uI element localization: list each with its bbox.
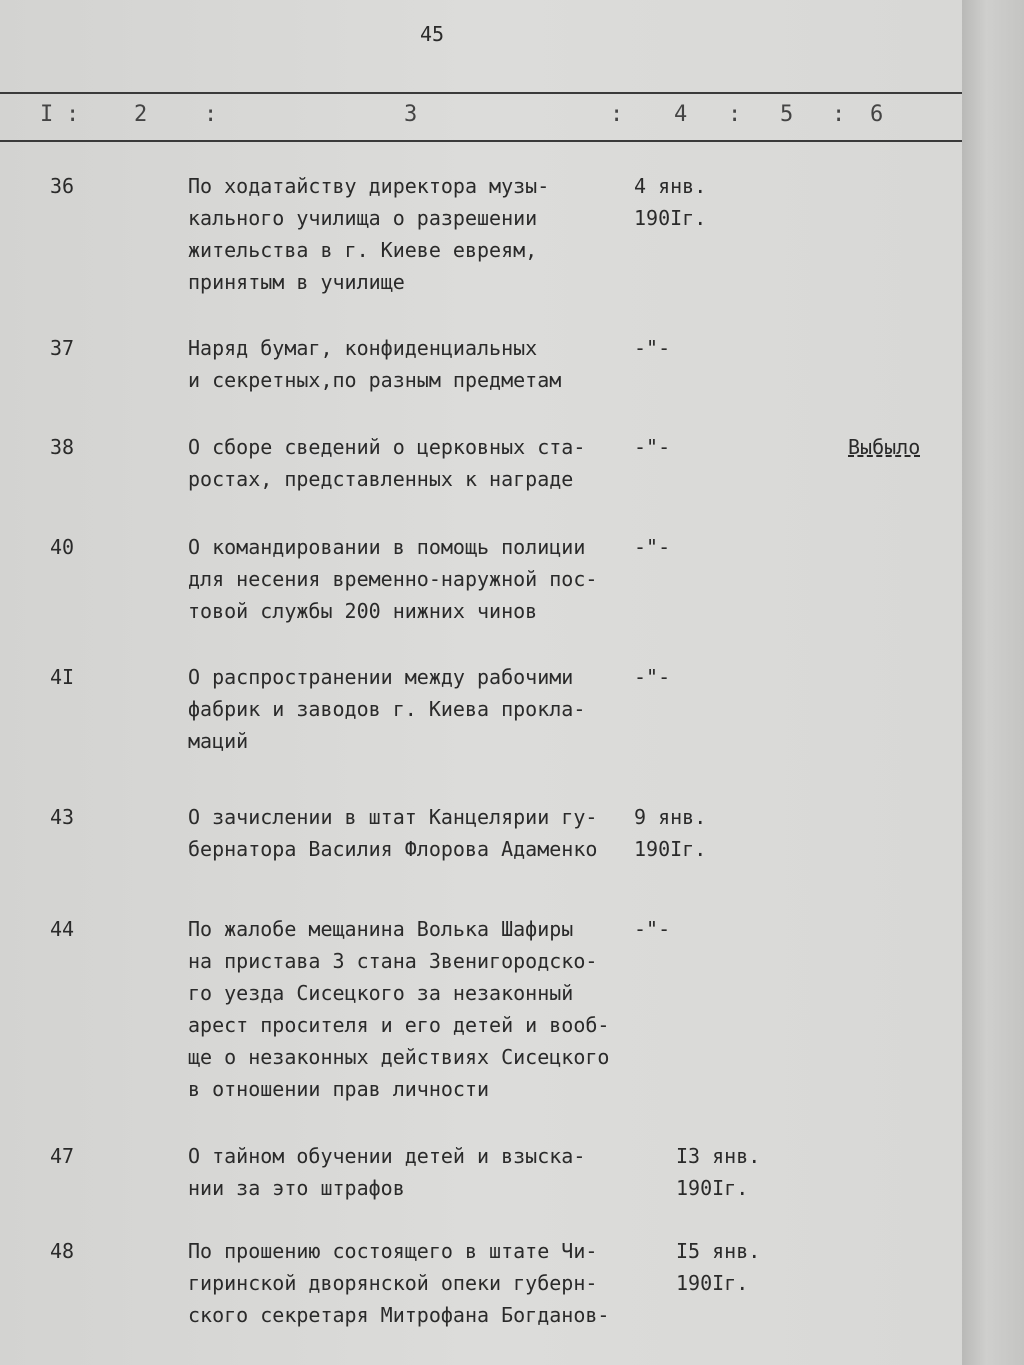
col-header-5: 5 — [780, 102, 794, 127]
entry-number: 36 — [50, 174, 75, 198]
date-line: I5 янв. — [676, 1239, 761, 1263]
date-line: I3 янв. — [676, 1144, 761, 1168]
col-sep: : — [728, 102, 742, 127]
col-header-4: 4 — [674, 102, 688, 127]
entry-number: 38 — [50, 435, 75, 459]
description-line: О распространении между рабочими — [188, 665, 574, 689]
entry-number: 4I — [50, 665, 75, 689]
description-line: гиринской дворянской опеки губерн- — [188, 1271, 598, 1295]
entry-number: 37 — [50, 336, 75, 360]
col-sep: : — [204, 102, 218, 127]
entry-note: Выбыло — [848, 435, 921, 459]
entry-description — [188, 801, 597, 865]
description-line: и секретных,по разным предметам — [188, 368, 562, 392]
col-header-1: I — [40, 102, 54, 127]
entry-description — [188, 332, 561, 396]
description-line: нии за это штрафов — [188, 1176, 405, 1200]
entry-description — [188, 1140, 585, 1204]
description-line: принятым в училище — [188, 270, 405, 294]
date-line: -"- — [634, 435, 671, 459]
description-line: бернатора Василия Флорова Адаменко — [188, 837, 598, 861]
col-sep: : — [66, 102, 80, 127]
header-rule-top — [0, 92, 962, 94]
date-line: -"- — [634, 665, 671, 689]
header-rule-bottom — [0, 140, 962, 142]
date-line: -"- — [634, 535, 671, 559]
entry-date — [634, 661, 670, 693]
entry-description — [188, 170, 549, 298]
col-header-6: 6 — [870, 102, 884, 127]
description-line: Наряд бумаг, конфиденциальных — [188, 336, 538, 360]
entry-date — [634, 531, 670, 563]
description-line: О сборе сведений о церковных ста- — [188, 435, 586, 459]
description-line: О тайном обучении детей и взыска- — [188, 1144, 586, 1168]
entry-date — [634, 801, 706, 865]
description-line: фабрик и заводов г. Киева прокла- — [188, 697, 586, 721]
page-number: 45 — [420, 22, 445, 46]
entry-date — [676, 1140, 760, 1204]
description-line: О зачислении в штат Канцелярии гу- — [188, 805, 598, 829]
entry-description — [188, 1235, 609, 1331]
date-line: 190Iг. — [634, 206, 707, 230]
col-sep: : — [832, 102, 846, 127]
page-edge — [962, 0, 1024, 1365]
entry-number: 48 — [50, 1239, 75, 1263]
date-line: 190Iг. — [634, 837, 707, 861]
date-line: -"- — [634, 917, 671, 941]
description-line: маций — [188, 729, 249, 753]
description-line: на пристава 3 стана Звенигородско- — [188, 949, 598, 973]
entry-date — [634, 170, 706, 234]
date-line: 9 янв. — [634, 805, 707, 829]
description-line: ростах, представленных к награде — [188, 467, 574, 491]
date-line: 4 янв. — [634, 174, 707, 198]
entry-date — [634, 913, 670, 945]
entry-number: 47 — [50, 1144, 75, 1168]
entry-description — [188, 431, 585, 495]
description-line: в отношении прав личности — [188, 1077, 490, 1101]
entry-number: 40 — [50, 535, 75, 559]
description-line: го уезда Сисецкого за незаконный — [188, 981, 574, 1005]
entry-description — [188, 913, 609, 1105]
description-line: ского секретаря Митрофана Богданов- — [188, 1303, 610, 1327]
description-line: для несения временно-наружной пос- — [188, 567, 598, 591]
entry-date — [634, 431, 670, 463]
entry-description — [188, 531, 597, 627]
col-header-3: 3 — [404, 102, 418, 127]
entry-number: 43 — [50, 805, 75, 829]
col-sep: : — [610, 102, 624, 127]
description-line: кального училища о разрешении — [188, 206, 538, 230]
description-line: товой службы 200 нижних чинов — [188, 599, 538, 623]
description-line: По жалобе мещанина Волька Шафиры — [188, 917, 574, 941]
description-line: арест просителя и его детей и вооб- — [188, 1013, 610, 1037]
description-line: жительства в г. Киеве евреям, — [188, 238, 538, 262]
description-line: По прошению состоящего в штате Чи- — [188, 1239, 598, 1263]
description-line: О командировании в помощь полиции — [188, 535, 586, 559]
entry-date — [634, 332, 670, 364]
entry-date — [676, 1235, 760, 1299]
description-line: ще о незаконных действиях Сисецкого — [188, 1045, 610, 1069]
entry-description — [188, 661, 585, 757]
col-header-2: 2 — [134, 102, 148, 127]
date-line: -"- — [634, 336, 671, 360]
date-line: 190Iг. — [676, 1271, 749, 1295]
entry-number: 44 — [50, 917, 75, 941]
date-line: 190Iг. — [676, 1176, 749, 1200]
description-line: По ходатайству директора музы- — [188, 174, 550, 198]
